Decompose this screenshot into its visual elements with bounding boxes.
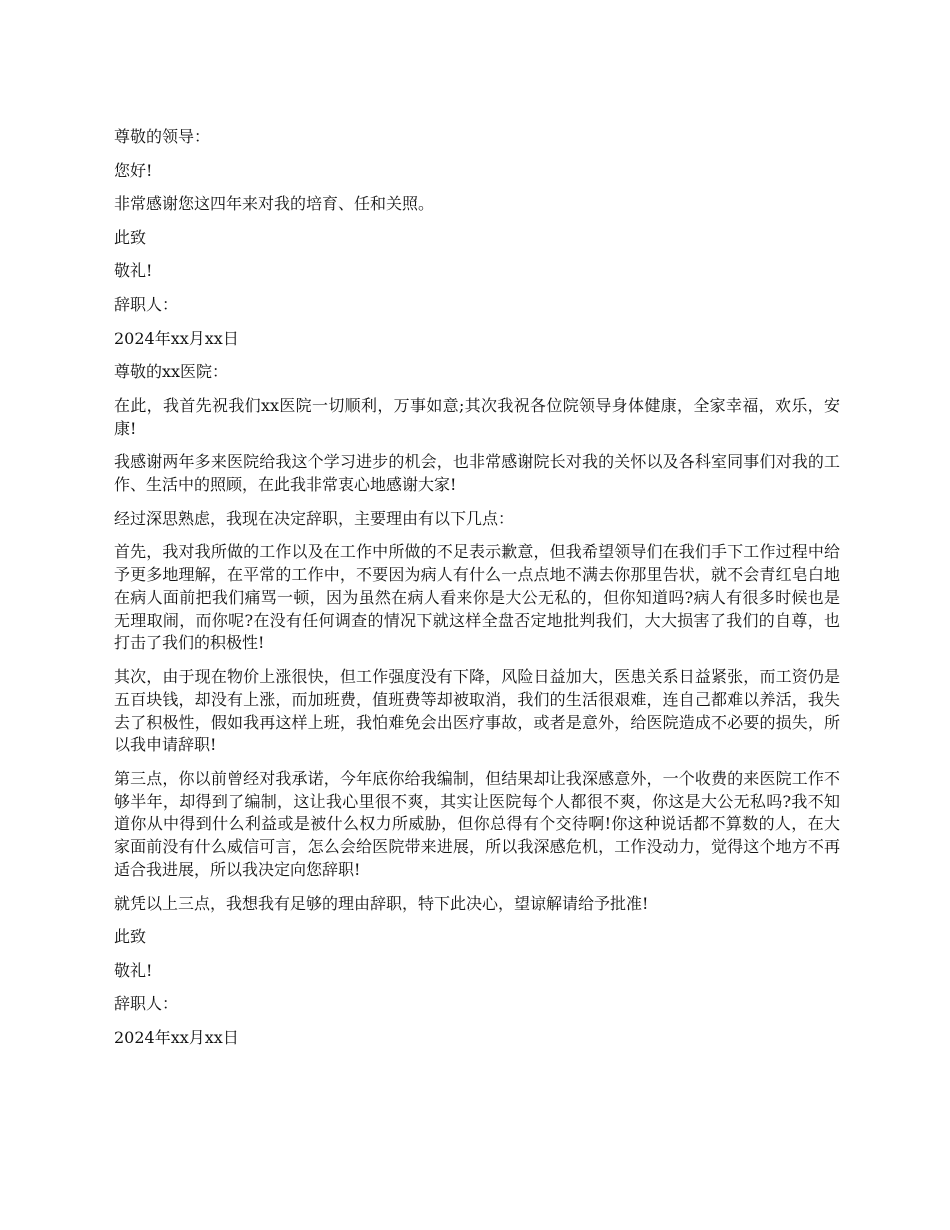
letter1-greeting: 您好! [114, 160, 153, 180]
letter2-paragraph: 经过深思熟虑，我现在决定辞职，主要理由有以下几点： [114, 508, 515, 528]
letter2-signer: 辞职人： [114, 994, 179, 1014]
letter2-paragraph: 首先，我对我所做的工作以及在工作中所做的不足表示歉意，但我希望领导们在我们手下工作过程中给予更多地理解，在平常的工作中，不要因为病人有什么一点点地不满去你那里告状，就不会青红皂白地在病人面前把我们痛骂一顿，因为虽然在病人看来你是大公无私的，但你知道吗?病人有很多时候也是无理取闹，而你呢?在没有任何调查的情况下就这样全盘否定地批判我们，大大损害了我们的自尊，也打击了我们的积极性! [114, 542, 840, 653]
letter1-signer: 辞职人： [114, 294, 179, 314]
letter2-closing-2: 敬礼! [114, 960, 153, 980]
letter1-salutation: 尊敬的领导： [114, 127, 211, 146]
document-page [114, 126, 840, 1061]
letter2-paragraph: 其次，由于现在物价上涨很快，但工作强度没有下降，风险日益加大，医患关系日益紧张，而工资仍是五百块钱，却没有上涨，而加班费，值班费等却被取消，我们的生活很艰难，连自己都难以养活，我失去了积极性，假如我再这样上班，我怕难免会出医疗事故，或者是意外，给医院造成不必要的损失，所以我申请辞职! [114, 666, 840, 755]
letter2-paragraph: 第三点，你以前曾经对我承诺，今年底你给我编制，但结果却让我深感意外，一个收费的来医院工作不够半年，却得到了编制，这让我心里很不爽，其实让医院每个人都很不爽，你这是大公无私吗?我不知道你从中得到什么利益或是被什么权力所威胁，但你总得有个交待啊!你这种说话都不算数的人，在大家面前没有什么威信可言，怎么会给医院带来进展，所以我深感危机，工作没动力，觉得这个地方不再适合我进展，所以我决定向您辞职! [114, 768, 840, 880]
letter2-closing-1: 此致 [114, 927, 147, 947]
letter1-closing-2: 敬礼! [114, 261, 153, 281]
letter1-body: 非常感谢您这四年来对我的培育、任和关照。 [114, 194, 435, 214]
letter2-paragraph: 就凭以上三点，我想我有足够的理由辞职，特下此决心，望谅解请给予批准! [114, 893, 649, 913]
letter2-paragraph: 我感谢两年多来医院给我这个学习进步的机会，也非常感谢院长对我的关怀以及各科室同事们对我的工作、生活中的照顾，在此我非常衷心地感谢大家! [114, 452, 840, 494]
letter1-closing-1: 此致 [114, 227, 147, 247]
letter2-paragraph: 在此，我首先祝我们xx医院一切顺利，万事如意;其次我祝各位院领导身体健康，全家幸福，欢乐，安康! [114, 395, 840, 438]
letter1-date: 2024年xx月xx日 [114, 328, 239, 348]
letter2-date: 2024年xx月xx日 [114, 1028, 239, 1048]
letter2-salutation: 尊敬的xx医院： [114, 362, 229, 382]
